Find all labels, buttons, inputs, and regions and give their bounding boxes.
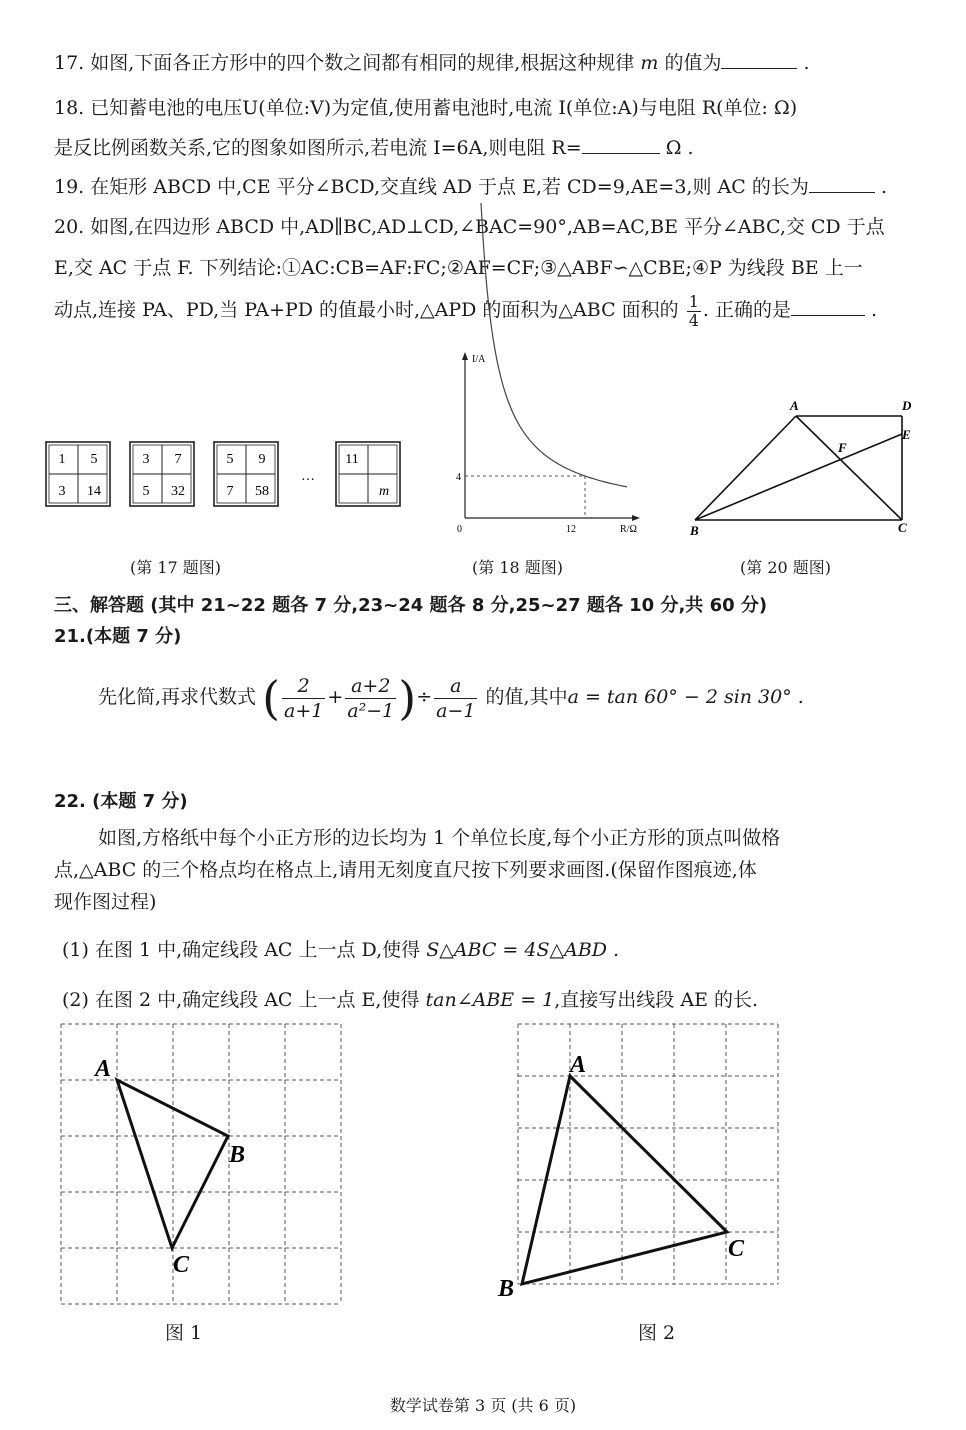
q21-frac2-den: a²−1 <box>347 699 395 722</box>
fig17-ellipsis: … <box>301 469 315 484</box>
q19-answer-blank[interactable] <box>809 174 875 193</box>
q21-heading: 21.(本题 7 分) <box>54 626 182 647</box>
fig17-cell-value: m <box>378 484 390 499</box>
q17-body: 17. 如图,下面各正方形中的四个数之间都有相同的规律,根据这种规律 <box>54 52 635 74</box>
fig17-cell-value: 3 <box>142 452 150 467</box>
q20-line3-body: 动点,连接 PA、PD,当 PA+PD 的值最小时,△APD 的面积为△ABC 面积的 <box>54 299 679 321</box>
fig2-label-C: C <box>728 1236 745 1262</box>
fig20-caption: (第 20 题图) <box>740 558 832 577</box>
fig18-ytick: 4 <box>456 472 461 483</box>
fig17-cell-value: 14 <box>87 484 101 499</box>
fig17-cell-value: 1 <box>58 452 66 467</box>
fig18-origin: 0 <box>457 524 462 535</box>
q21-paren-left: ( <box>262 671 281 725</box>
q21-frac2-num: a+2 <box>345 674 396 699</box>
q21-frac2 <box>345 674 396 723</box>
fig20-label-C: C <box>898 520 907 535</box>
q18-line2 <box>54 135 694 160</box>
section3-title: 三、解答题 (其中 21~22 题各 7 分,23~24 题各 8 分,25~27 题各 10 分,共 60 分) <box>54 595 768 616</box>
q22-para3: 现作图过程) <box>54 891 157 913</box>
q21-frac1-num: 2 <box>282 674 325 699</box>
q21-expression <box>98 672 804 723</box>
q21-frac3-den: a−1 <box>436 699 476 722</box>
fig17-cell-value: 3 <box>58 484 66 499</box>
fig17-cell-value: 5 <box>226 452 234 467</box>
q18-answer-blank[interactable] <box>582 135 660 154</box>
q18-unit: Ω . <box>665 137 694 159</box>
q19-body: 19. 在矩形 ABCD 中,CE 平分∠BCD,交直线 AD 于点 E,若 CD=9,AE=3,则 AC 的长为 <box>54 176 809 198</box>
fig20-segment-BE <box>695 434 902 520</box>
fig18-y-arrow <box>462 352 468 360</box>
fig20-label-F: F <box>838 440 847 455</box>
fig18-graph <box>450 348 650 533</box>
fig17-cell-value: 58 <box>255 484 269 499</box>
fig1-label-C: C <box>173 1252 190 1278</box>
q22-para2: 点,△ABC 的三个格点均在格点上,请用无刻度直尺按下列要求画图.(保留作图痕迹,体 <box>54 859 757 881</box>
fig20-label-A: A <box>790 398 799 413</box>
q22-para1: 如图,方格纸中每个小正方形的边长均为 1 个单位长度,每个小正方形的顶点叫做格 <box>98 827 781 849</box>
page-footer: 数学试卷第 3 页 (共 6 页) <box>389 1396 577 1415</box>
fig17-cell-value: 7 <box>226 484 234 499</box>
fig18-x-arrow <box>632 515 640 521</box>
fig20-side-AB <box>695 416 796 520</box>
q21-paren-right: ) <box>398 671 417 725</box>
fig18-xtick: 12 <box>566 524 576 535</box>
fig18-caption: (第 18 题图) <box>472 558 564 577</box>
q20-line3-tail: . 正确的是 <box>702 299 791 321</box>
q22-heading: 22. (本题 7 分) <box>54 791 188 812</box>
q18-body: 是反比例函数关系,它的图象如图所示,若电流 I=6A,则电阻 R= <box>54 137 582 159</box>
fig2-label-B: B <box>498 1276 515 1302</box>
q20-line3: 动点,连接 PA、PD,当 PA+PD 的值最小时,△APD 的面积为△ABC 面积的 $\frac{1}{4}$ . 正确的是 . <box>54 291 878 330</box>
q21-frac1 <box>282 674 325 723</box>
q22-sub1-text: (1) 在图 1 中,确定线段 AC 上一点 D,使得 <box>62 939 421 961</box>
q18-line1: 18. 已知蓄电池的电压U(单位:V)为定值,使用蓄电池时,电流 I(单位:A)与电阻 R(单位: Ω) <box>54 97 798 119</box>
fig17-cell-value: 5 <box>142 484 150 499</box>
q21-frac3-num: a <box>434 674 477 699</box>
q19-text: 19. 在矩形 ABCD 中,CE 平分∠BCD,交直线 AD 于点 E,若 CD=9,AE=3,则 AC 的长为 . <box>54 176 887 198</box>
q21-pre: 先化简,再求代数式 <box>98 686 257 708</box>
q21-frac1-den: a+1 <box>284 699 324 722</box>
fig17-cell-value: 32 <box>171 484 185 499</box>
q17-var: m <box>640 52 659 74</box>
fig18-curve <box>481 203 627 487</box>
q22-sub1 <box>62 938 619 962</box>
q20-frac-num: 1 <box>688 291 699 311</box>
q20-line2: E,交 AC 于点 F. 下列结论:①AC:CB=AF:FC;②AF=CF;③△ABF∽△CBE;④P 为线段 BE 上一 <box>54 257 863 279</box>
q22-figure2-caption: 图 2 <box>638 1322 676 1344</box>
q21-plus: + <box>327 686 344 708</box>
fig17-cell-value: 11 <box>345 452 359 467</box>
fig17-cell-value: 9 <box>258 452 266 467</box>
q17-tail: 的值为 <box>664 52 722 74</box>
q20-frac-den: 4 <box>688 310 699 330</box>
q17-text: 17. 如图,下面各正方形中的四个数之间都有相同的规律,根据这种规律 m 的值为 . <box>54 52 810 74</box>
fig20-diagonal-AC <box>796 416 902 520</box>
q22-sub2-text: (2) 在图 2 中,确定线段 AC 上一点 E,使得 <box>62 989 420 1011</box>
q21-div: ÷ <box>416 686 433 708</box>
q22-sub2 <box>62 988 758 1012</box>
q21-post: 的值,其中 <box>485 686 568 708</box>
q22-sub2-math: tan∠ABE = 1 <box>425 989 555 1011</box>
fig1-label-B: B <box>229 1142 246 1168</box>
fig17-cell-value: 5 <box>90 452 98 467</box>
fig2-label-A: A <box>570 1052 587 1078</box>
q21-frac3 <box>434 674 477 723</box>
q20-line1: 20. 如图,在四边形 ABCD 中,AD∥BC,AD⊥CD,∠BAC=90°,AB=AC,BE 平分∠ABC,交 CD 于点 <box>54 216 885 238</box>
q22-figure1-grid <box>55 1020 350 1310</box>
fig20-label-D: D <box>902 398 912 413</box>
fig20-label-E: E <box>902 427 911 442</box>
q22-sub2-tail: ,直接写出线段 AE 的长. <box>554 989 759 1011</box>
fig17-squares <box>40 436 412 516</box>
fig1-label-A: A <box>95 1056 112 1082</box>
q17-answer-blank[interactable] <box>721 50 797 69</box>
fig17-cell-value: 7 <box>174 452 182 467</box>
q20-answer-blank[interactable] <box>791 297 865 316</box>
q22-figure2-grid <box>498 1020 792 1310</box>
q22-figure1-caption: 图 1 <box>165 1322 203 1344</box>
fig18-ylabel: I/A <box>472 354 486 365</box>
fig18-xlabel: R/Ω <box>620 524 637 535</box>
q20-fraction <box>687 293 701 330</box>
fig17-caption: (第 17 题图) <box>130 558 222 577</box>
fig20-quadrilateral <box>680 392 930 542</box>
q21-condition: a = tan 60° − 2 sin 30° . <box>567 686 804 708</box>
fig20-label-B: B <box>690 523 699 538</box>
q22-sub1-math: S△ABC = 4S△ABD . <box>426 939 620 961</box>
